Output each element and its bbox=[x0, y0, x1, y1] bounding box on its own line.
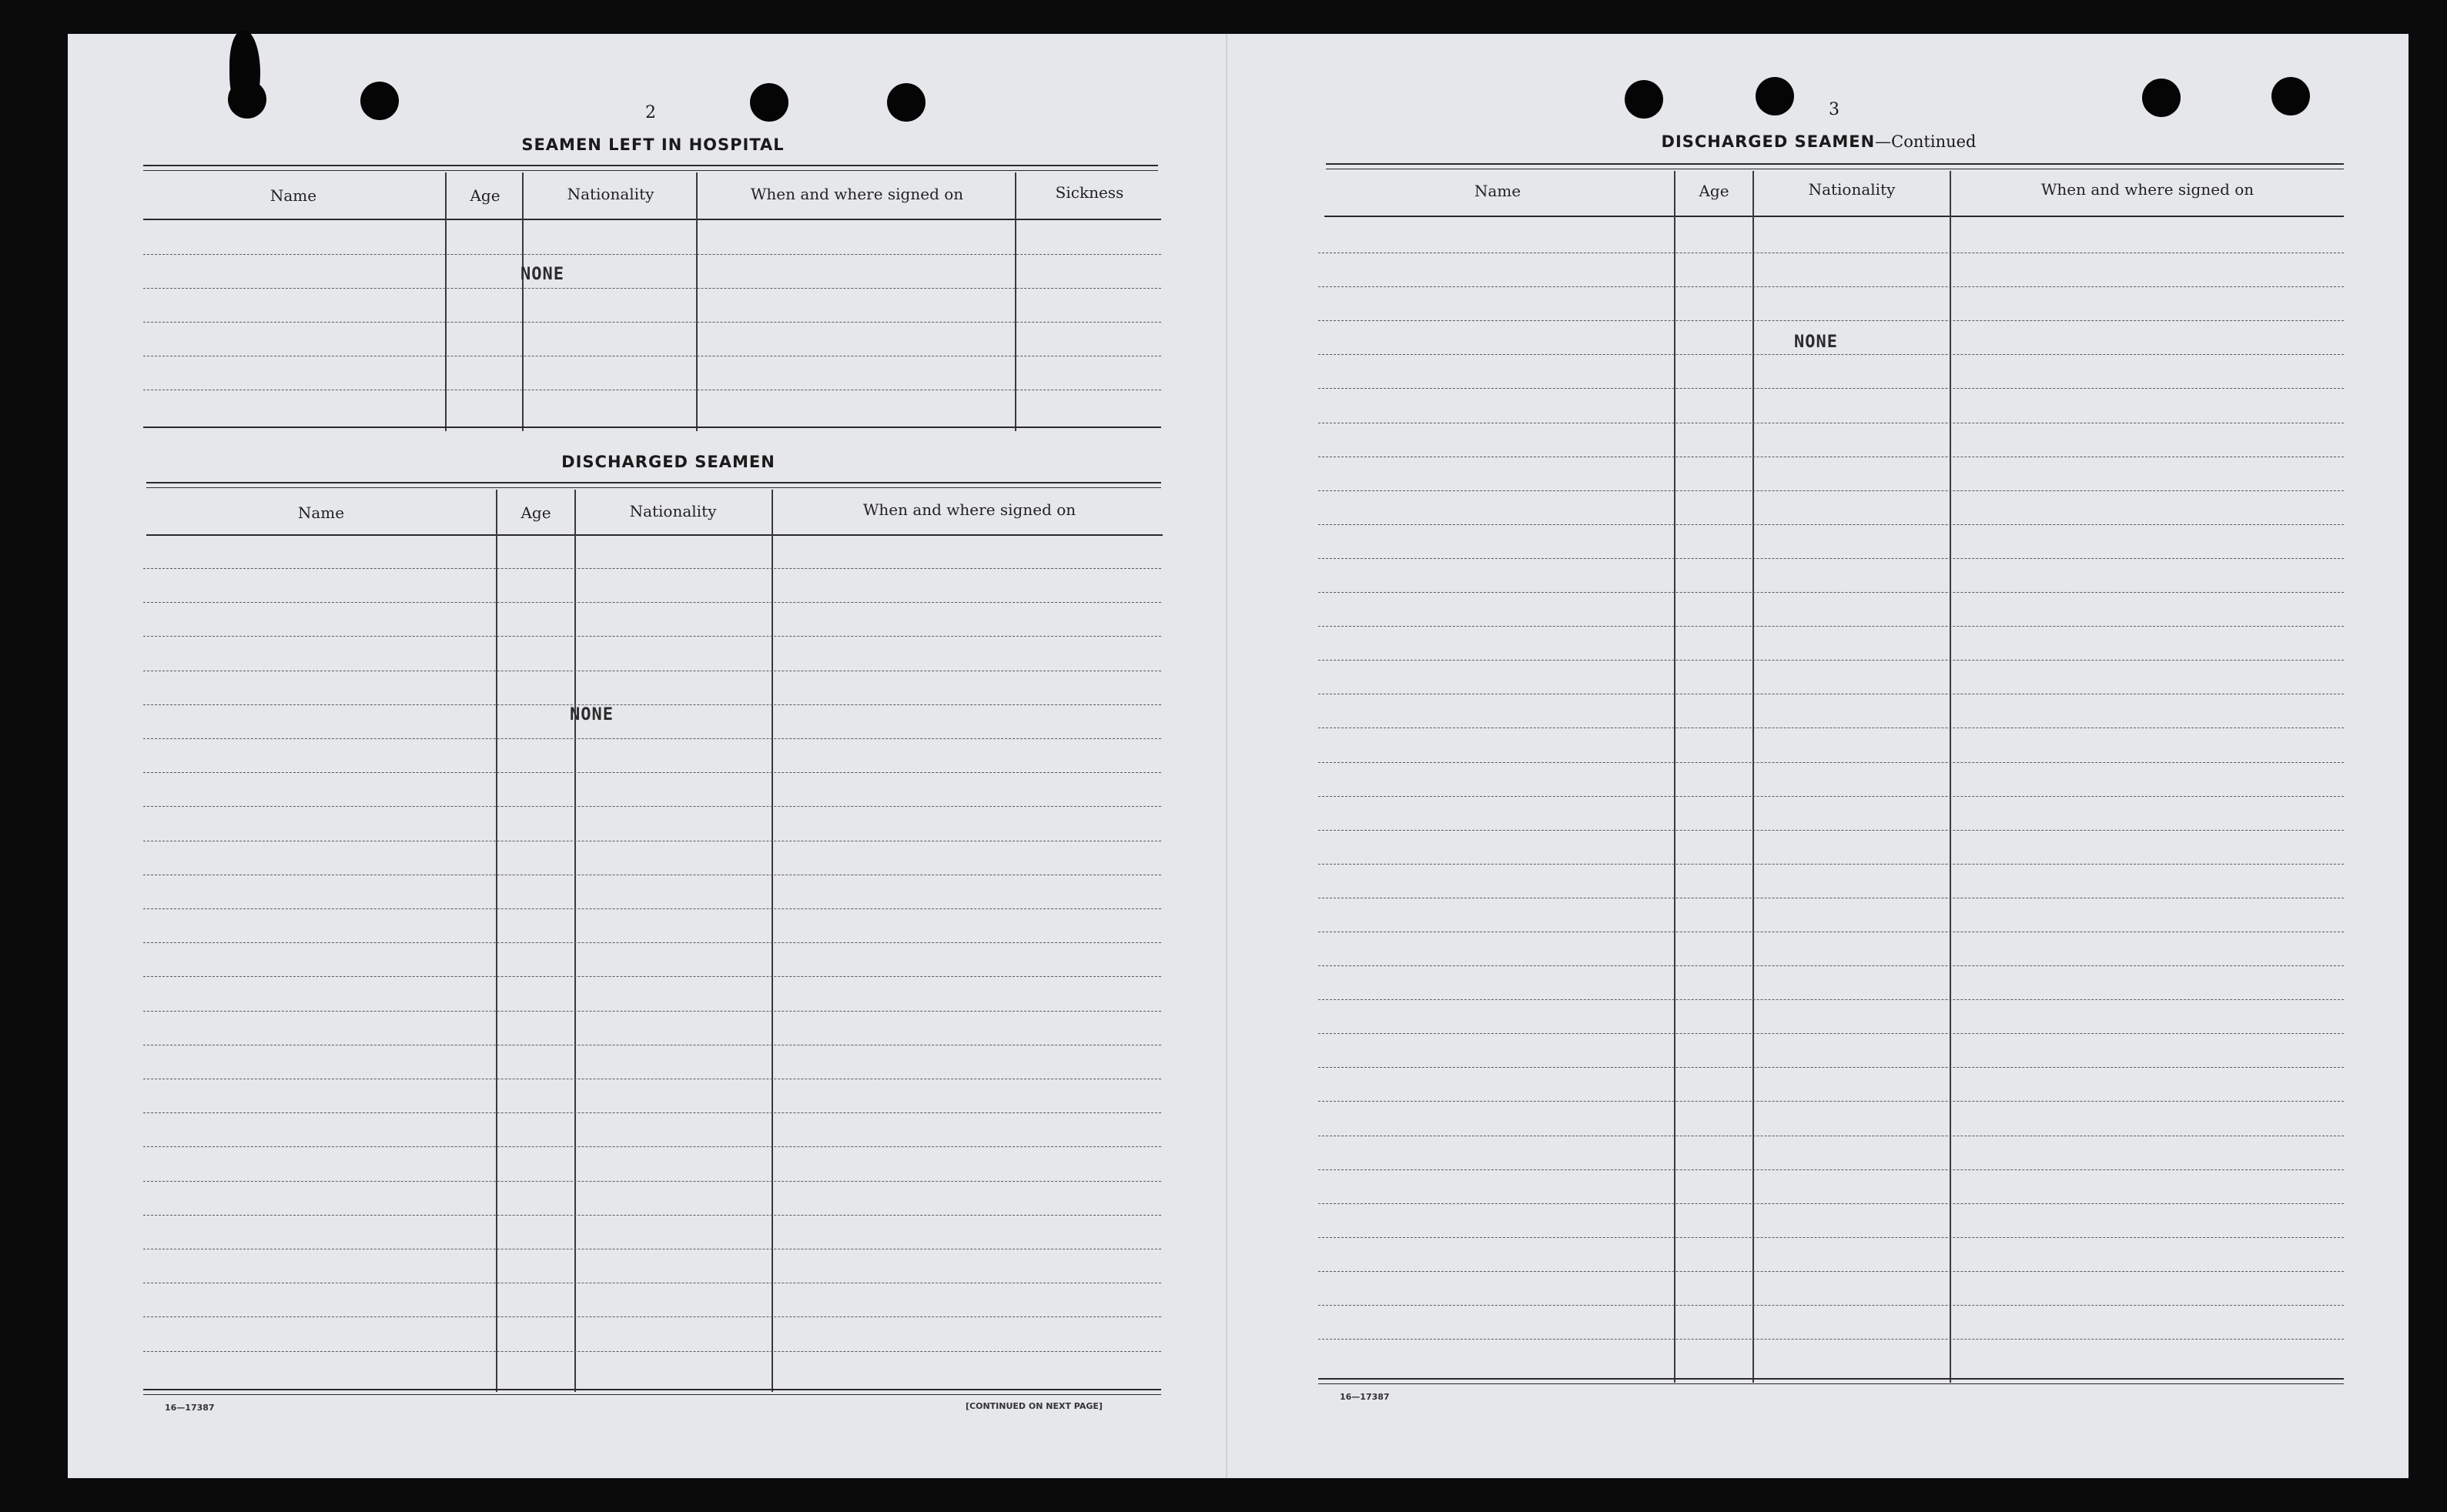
column-header-age: Age bbox=[1699, 182, 1729, 200]
table-row-line bbox=[143, 1011, 1161, 1012]
column-header-signed-on: When and where signed on bbox=[2040, 180, 2255, 199]
discharged-right-top-rule bbox=[1326, 163, 2344, 165]
table-row-line bbox=[1318, 762, 2344, 763]
table-row-line bbox=[1318, 830, 2344, 831]
table-row-line bbox=[1318, 1271, 2344, 1272]
table-row-line bbox=[1318, 592, 2344, 593]
column-header-sickness: Sickness bbox=[1055, 183, 1124, 202]
page-fold bbox=[1226, 34, 1227, 1478]
hospital-row-line bbox=[143, 322, 1161, 323]
discharged-right-col-divider bbox=[1950, 171, 1951, 1383]
continued-note: [CONTINUED ON NEXT PAGE] bbox=[966, 1401, 1103, 1411]
table-row-line bbox=[1318, 524, 2344, 525]
column-header-name: Name bbox=[297, 503, 345, 522]
table-row-line bbox=[1318, 320, 2344, 321]
hospital-row-line bbox=[143, 254, 1161, 255]
punch-hole bbox=[1625, 80, 1663, 119]
hospital-col-divider bbox=[1015, 172, 1016, 431]
column-header-nationality: Nationality bbox=[629, 502, 717, 520]
table-row-line bbox=[143, 1351, 1161, 1352]
discharged-section-title-right bbox=[1588, 132, 2050, 151]
form-number-left: 16—17387 bbox=[165, 1403, 215, 1413]
discharged-right-col-divider bbox=[1752, 171, 1754, 1383]
column-header-nationality: Nationality bbox=[1808, 180, 1896, 199]
hospital-col-divider bbox=[445, 172, 447, 431]
discharged-left-header-rule bbox=[146, 534, 1163, 536]
table-row-line bbox=[1318, 1339, 2344, 1340]
table-row-line bbox=[1318, 1169, 2344, 1170]
punch-hole bbox=[228, 80, 266, 119]
table-row-line bbox=[1318, 388, 2344, 389]
hospital-col-divider bbox=[696, 172, 698, 431]
column-header-age: Age bbox=[521, 503, 551, 522]
table-row-line bbox=[143, 1146, 1161, 1147]
hospital-table-top-rule-2 bbox=[143, 170, 1158, 171]
table-row-line bbox=[143, 738, 1161, 739]
table-row-line bbox=[1318, 1033, 2344, 1034]
discharged-left-col-divider bbox=[574, 490, 576, 1392]
form-sheet bbox=[68, 34, 2409, 1478]
punch-hole bbox=[360, 82, 399, 120]
table-row-line bbox=[143, 568, 1161, 569]
discharged-left-col-divider bbox=[496, 490, 497, 1392]
discharged-right-col-divider bbox=[1674, 171, 1675, 1383]
discharged-left-top-rule-2 bbox=[146, 487, 1161, 488]
table-row-line bbox=[1318, 1101, 2344, 1102]
table-row-line bbox=[1318, 490, 2344, 491]
table-row-line bbox=[143, 1316, 1161, 1317]
table-row-line bbox=[143, 602, 1161, 603]
column-header-signed-on: When and where signed on bbox=[750, 185, 964, 203]
column-header-signed-on: When and where signed on bbox=[862, 500, 1076, 519]
discharged-right-bottom-rule bbox=[1318, 1378, 2344, 1380]
table-row-line bbox=[1318, 558, 2344, 559]
punch-hole bbox=[887, 83, 926, 122]
discharged-left-bottom-rule-2 bbox=[143, 1394, 1161, 1395]
discharged-right-typed-none: NONE bbox=[1794, 333, 1838, 352]
hospital-header-rule bbox=[143, 219, 1161, 220]
table-row-line bbox=[1318, 626, 2344, 627]
table-row-line bbox=[143, 1181, 1161, 1182]
table-row-line bbox=[1318, 1237, 2344, 1238]
table-row-line bbox=[143, 806, 1161, 807]
table-row-line bbox=[143, 1215, 1161, 1216]
hospital-table-top-rule bbox=[143, 165, 1158, 166]
punch-hole bbox=[2271, 77, 2310, 115]
column-header-name: Name bbox=[269, 186, 317, 205]
hospital-section-title: SEAMEN LEFT IN HOSPITAL bbox=[521, 135, 785, 154]
discharged-right-header-rule bbox=[1324, 216, 2344, 217]
table-row-line bbox=[1318, 286, 2344, 287]
table-row-line bbox=[1318, 1203, 2344, 1204]
table-row-line bbox=[143, 636, 1161, 637]
table-row-line bbox=[143, 704, 1161, 705]
hospital-typed-none: NONE bbox=[521, 265, 564, 284]
hospital-col-divider bbox=[522, 172, 524, 431]
punch-hole bbox=[750, 83, 788, 122]
column-header-name: Name bbox=[1474, 182, 1521, 200]
discharged-title-right-text: DISCHARGED SEAMEN bbox=[1661, 132, 1876, 151]
table-row-line bbox=[1318, 796, 2344, 797]
table-row-line bbox=[1318, 1067, 2344, 1068]
table-row-line bbox=[1318, 660, 2344, 661]
discharged-left-top-rule bbox=[146, 482, 1161, 483]
table-row-line bbox=[143, 772, 1161, 773]
table-row-line bbox=[143, 1112, 1161, 1113]
discharged-right-bottom-rule-2 bbox=[1318, 1383, 2344, 1384]
discharged-left-typed-none: NONE bbox=[570, 705, 614, 724]
table-row-line bbox=[1318, 965, 2344, 966]
table-row-line bbox=[1318, 864, 2344, 865]
form-number-right: 16—17387 bbox=[1340, 1392, 1390, 1402]
table-row-line bbox=[143, 976, 1161, 977]
column-header-age: Age bbox=[470, 186, 500, 205]
discharged-left-bottom-rule bbox=[143, 1389, 1161, 1390]
column-header-nationality: Nationality bbox=[567, 185, 654, 203]
table-row-line bbox=[1318, 1305, 2344, 1306]
discharged-left-col-divider bbox=[772, 490, 773, 1392]
punch-hole bbox=[2142, 79, 2181, 117]
table-row-line bbox=[143, 908, 1161, 909]
discharged-title-suffix: —Continued bbox=[1875, 132, 1977, 151]
discharged-section-title-left: DISCHARGED SEAMEN bbox=[561, 453, 775, 471]
punch-hole bbox=[1756, 77, 1794, 115]
table-row-line bbox=[143, 942, 1161, 943]
table-row-line bbox=[1318, 999, 2344, 1000]
hospital-row-line bbox=[143, 288, 1161, 289]
page-number-right: 3 bbox=[1829, 100, 1839, 119]
table-row-line bbox=[1318, 354, 2344, 355]
hospital-table-bottom-rule bbox=[143, 427, 1161, 428]
page-number-left: 2 bbox=[645, 103, 656, 122]
